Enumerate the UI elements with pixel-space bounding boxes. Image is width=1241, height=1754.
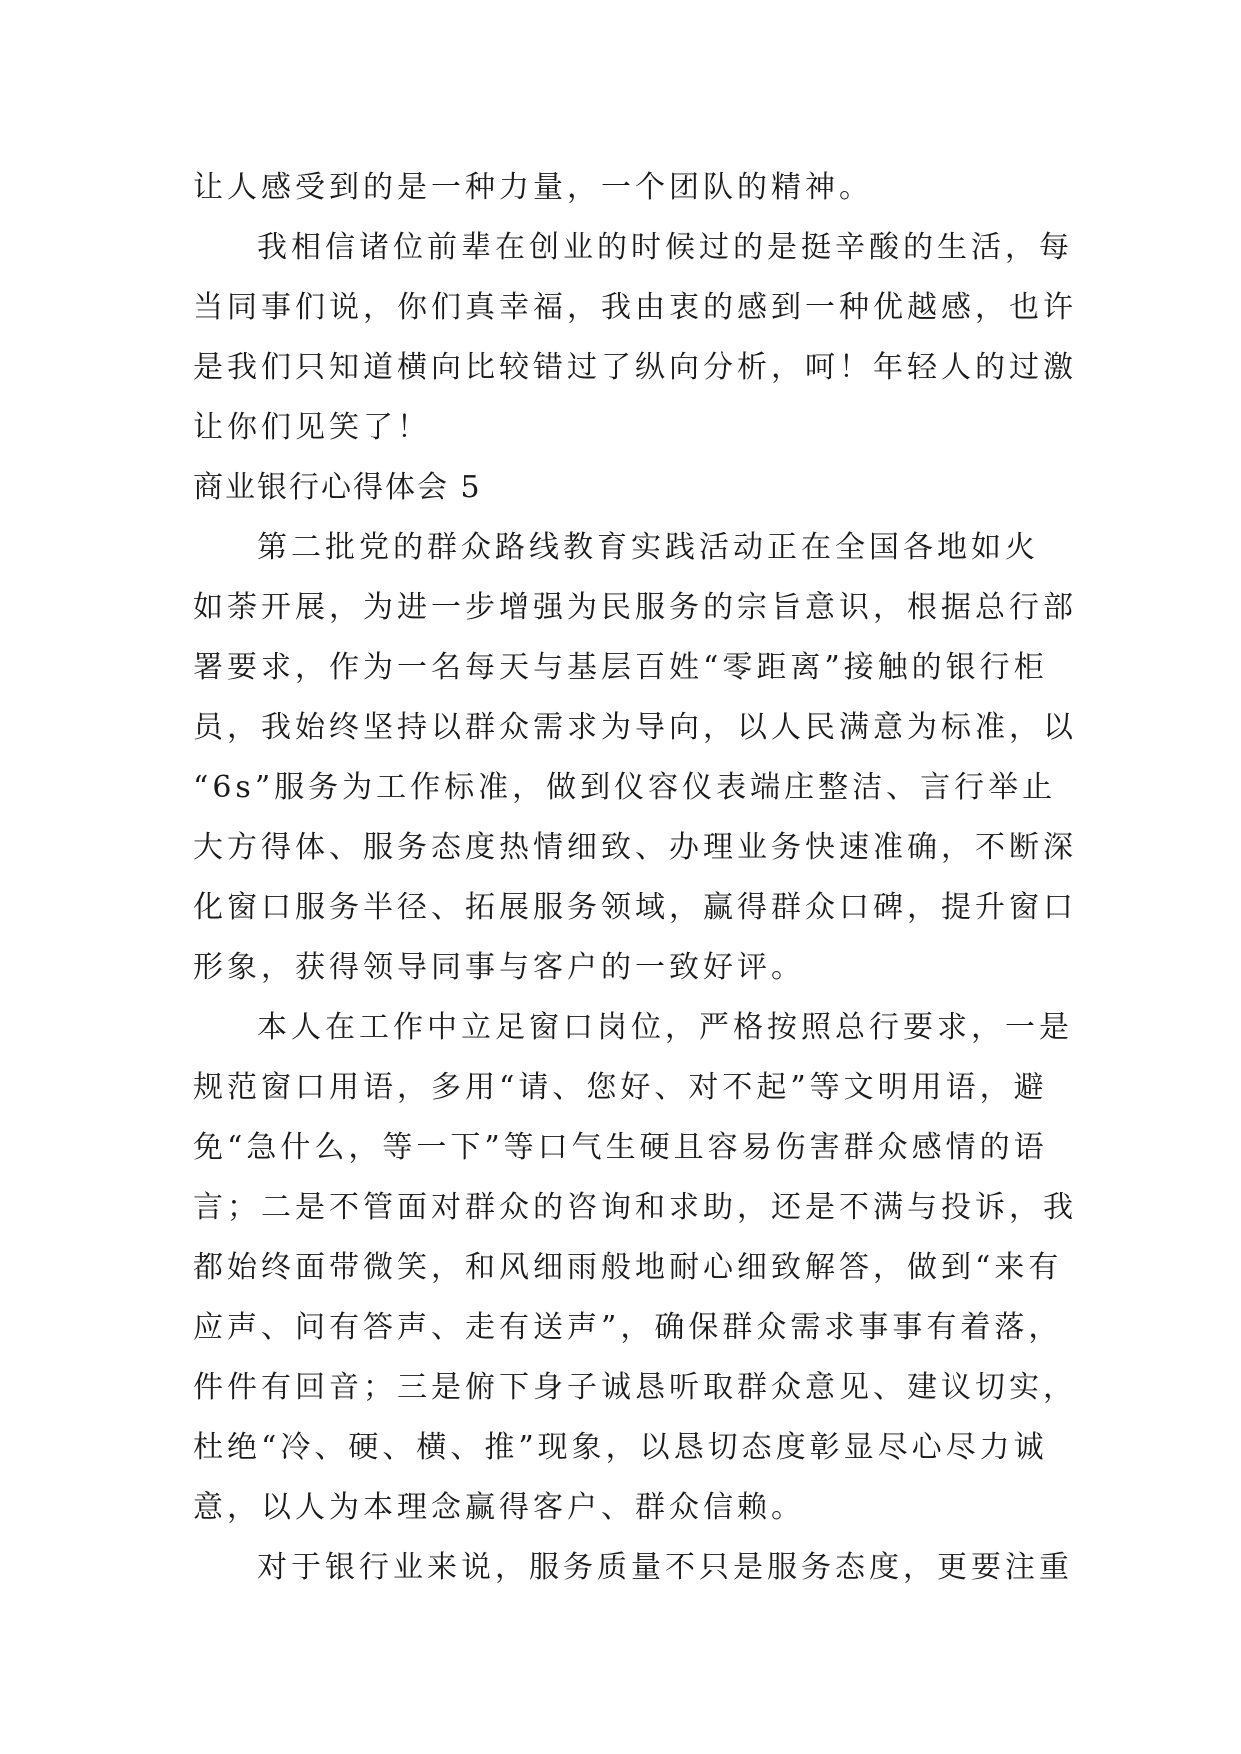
text-line: 如荼开展，为进一步增强为民服务的宗旨意识，根据总行部	[193, 590, 1077, 625]
text-line: 免“急什么，等一下”等口气生硬且容易伤害群众感情的语	[193, 1130, 1048, 1165]
paragraph	[193, 998, 1077, 1538]
text-line: 是我们只知道横向比较错过了纵向分析，呵！年轻人的过激	[193, 350, 1077, 385]
paragraph	[193, 1538, 1073, 1598]
text-line: 杜绝“冷、硬、横、推”现象，以恳切态度彰显尽心尽力诚	[193, 1430, 1048, 1465]
text-line: 规范窗口用语，多用“请、您好、对不起”等文明用语，避	[193, 1070, 1048, 1105]
text-line: 当同事们说，你们真幸福，我由衷的感到一种优越感，也许	[193, 290, 1077, 325]
text-line: 对于银行业来说，服务质量不只是服务态度，更要注重	[257, 1550, 1073, 1585]
text-line: 让你们见笑了！	[193, 410, 431, 445]
text-line: 署要求，作为一名每天与基层百姓“零距离”接触的银行柜	[193, 650, 1048, 685]
paragraph	[193, 218, 1077, 458]
paragraph	[193, 158, 1053, 218]
text-line: 本人在工作中立足窗口岗位，严格按照总行要求，一是	[257, 1010, 1073, 1045]
text-line: 都始终面带微笑，和风细雨般地耐心细致解答，做到“来有	[193, 1250, 1063, 1285]
text-line: 件件有回音；三是俯下身子诚恳听取群众意见、建议切实，	[193, 1370, 1077, 1405]
text-line: 大方得体、服务态度热情细致、办理业务快速准确，不断深	[193, 830, 1077, 865]
document-body	[193, 158, 1077, 1598]
section-heading: 商业银行心得体会 5	[193, 470, 482, 505]
text-line: “6s”服务为工作标准，做到仪容仪表端庄整洁、言行举止	[193, 770, 1057, 805]
text-line: 第二批党的群众路线教育实践活动正在全国各地如火	[257, 530, 1039, 565]
text-line: 员，我始终坚持以群众需求为导向，以人民满意为标准，以	[193, 710, 1077, 745]
text-line: 化窗口服务半径、拓展服务领域，赢得群众口碑，提升窗口	[193, 890, 1077, 925]
text-line: 形象，获得领导同事与客户的一致好评。	[193, 950, 805, 985]
text-line: 意，以人为本理念赢得客户、群众信赖。	[193, 1490, 805, 1525]
text-line: 让人感受到的是一种力量，一个团队的精神。	[193, 170, 873, 205]
text-line: 言；二是不管面对群众的咨询和求助，还是不满与投诉，我	[193, 1190, 1077, 1225]
text-line: 我相信诸位前辈在创业的时候过的是挺辛酸的生活，每	[257, 230, 1073, 265]
text-line: 应声、问有答声、走有送声”，确保群众需求事事有着落，	[193, 1310, 1063, 1345]
paragraph	[193, 518, 1077, 998]
